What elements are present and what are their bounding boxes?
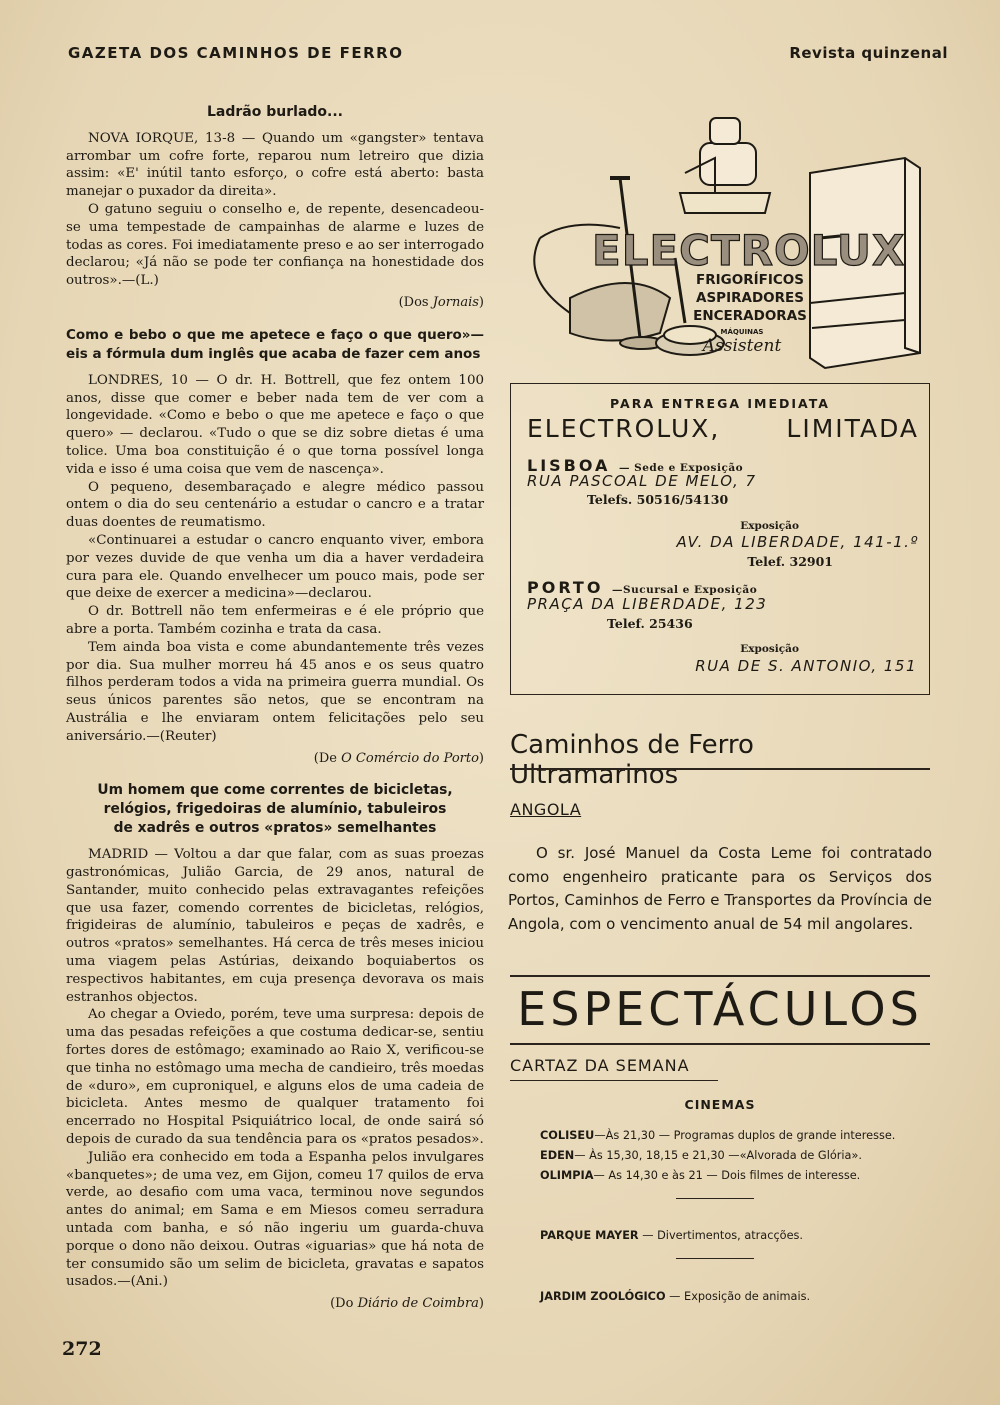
electrolux-logo: ELECTROLUX [592,226,906,275]
product-line: ASPIRADORES [696,290,804,306]
cinema-listing: EDEN— Às 15,30, 18,15 e 21,30 —«Alvorada de Glória». [540,1149,862,1162]
header-title: GAZETA DOS CAMINHOS DE FERRO [68,44,404,62]
article-3-paragraph: Ao chegar a Oviedo, porém, teve uma surpresa: depois de uma das pesadas refeições a que costuma dedicar-se, sentiu fortes dores de estômago; examinado ao Raio X, verificou-se que tinha no estômago uma mecha de candieiro, três moedas de «duro», em cuproniquel, e alguns elos de uma cadeia de bicicleta. Antes mesmo de qualquer tratamento foi encerrado no Hospital Psiquiátrico local, de onde sairá só depois de curado da sua tendência para os «pratos pesados». [66,1007,484,1148]
cinema-listing: COLISEU—Às 21,30 — Programas duplos de grande interesse. [540,1129,896,1142]
maquinas-label: MÁQUINAS [720,328,764,336]
ultramar-title: Caminhos de Ferro Ultramarinos [510,730,754,790]
article-1-paragraph: O gatuno seguiu o conselho e, de repente, desencadeou-se uma tempestade de campainhas de alarme e luzes de todas as cores. Foi imediatamente preso e ao ser interrogado declarou; «Já não se pode ter confiança na honestidade dos outros».—(L.) [66,201,484,289]
header-subtitle: Revista quinzenal [789,44,948,62]
section-rule [510,975,930,977]
article-3-paragraph: Julião era conhecido em toda a Espanha pelos invulgares «banquetes»; de uma vez, em Gijon, comeu 17 quilos de erva verde, ao desafio com uma vaca, terminou nove segundos antes do animal; em Sama e em Miesos comeu serradura untada com banha, e só não ingeriu um guarda-chuva porque o dono não deixou. Outras «iguarias» que há nota de ter consumido são um selim de bicicleta, gravatas e sapatos usados.—(Ani.) [66,1149,484,1290]
lisboa-address: RUA PASCOAL DE MELO, 7 [527,472,757,490]
jardim-zoologico-listing: JARDIM ZOOLÓGICO — Exposição de animais. [540,1290,811,1303]
article-2-source: (De O Comércio do Porto) [313,750,484,766]
food-mixer-icon [680,118,770,213]
left-column [66,100,484,1313]
product-line: ENCERADORAS [693,308,807,324]
page-number: 272 [62,1338,102,1360]
article-1-paragraph: NOVA IORQUE, 13-8 — Quando um «gangster» tentava arrombar um cofre forte, reparou num letreiro que dizia assim: «E' inútil tanto esforço, o cofre está aberto: basta manejar o puxador da direita». [66,130,484,200]
article-3-source: (Do Diário de Coimbra) [330,1296,484,1312]
assistent-label: Assistent [702,336,782,356]
divider [676,1198,754,1199]
product-line: FRIGORÍFICOS [696,272,804,288]
cartaz-heading: CARTAZ DA SEMANA [510,1056,690,1075]
article-2-paragraph: «Continuarei a estudar o cancro enquanto viver, embora por vezes duvide de que venha um dia a haver verdadeira cura para ele. Quando envelhecer um pouco mais, pode ser que deixe de exercer a medicina»—declarou. [66,532,484,602]
parque-mayer-listing: PARQUE MAYER — Divertimentos, atracções. [540,1229,803,1242]
cinema-listing: OLIMPIA— As 14,30 e às 21 — Dois filmes de interesse. [540,1169,861,1182]
antonio-address: RUA DE S. ANTONIO, 151 [695,657,917,675]
liberdade-telephone: Telef. 32901 [747,554,833,569]
angola-text: O sr. José Manuel da Costa Leme foi contratado como engenheiro praticante para os Serviços dos Portos, Caminhos de Ferro e Transportes da Província de Angola, com o vencimento anual de 54 mil angolares. [508,844,932,933]
electrolux-ad: PARA ENTREGA IMEDIATA ELECTROLUX, LIMITADA LISBOA — Sede e Exposição RUA PASCOAL DE MELO, 7 Telefs. 50516/54130 Exposição AV. DA LIBERDADE, 141-1.º Telef. 32901 PORTO —Sucursal e Exposição PRAÇA DA LIBERDADE, 123 Telef. 25436 Exposição RUA DE S. ANTONIO, 151 [510,383,930,695]
article-3-title: Um homem que come correntes de bicicletas, relógios, frigedoiras de alumínio, tabuleiros de xadrês e outros «pratos» semelhantes [97,782,453,837]
lisboa-label: LISBOA — Sede e Exposição [527,456,744,475]
article-2-paragraph: Tem ainda boa vista e come abundantemente três vezes por dia. Sua mulher morreu há 45 anos e os seus quatro filhos perderam todos a vida na primeira guerra mundial. Os seus únicos parentes são netos, que se encontram na Austrália e lhe enviaram ontem felicitações pelo seu aniversário.—(Reuter) [66,639,484,744]
divider [676,1258,754,1259]
article-2-paragraph: LONDRES, 10 — O dr. H. Bottrell, que fez ontem 100 anos, disse que comer e beber nada tem de ver com a longevidade. «Como e bebo o que me apetece e faço o que quero» — declarou. «Tudo o que se diz sobre dietas é uma tolice. Uma boa constituição é o que torna possível longa vida e isso é uma coisa que vem de nascença». [66,372,484,477]
espectaculos-title: ESPECTÁCULOS [517,982,923,1036]
cinemas-heading: CINEMAS [684,1097,756,1112]
section-rule [510,768,930,770]
liberdade-address: AV. DA LIBERDADE, 141-1.º [676,533,919,551]
exposicao-label: Exposição [740,520,799,532]
angola-heading: ANGOLA [510,800,582,819]
ad-pretitle: PARA ENTREGA IMEDIATA [610,396,830,411]
article-2-paragraph: O pequeno, desembaraçado e alegre médico passou ontem o dia do seu centenário a estudar o cancro e a tratar duas doentes de reumatismo. [66,479,484,531]
article-2-title: Como e bebo o que me apetece e faço o que quero»— eis a fórmula dum inglês que acaba de fazer cem anos [66,326,484,362]
article-2-paragraph: O dr. Bottrell não tem enfermeiras e é ele próprio que abre a porta. Também cozinha e trata da casa. [66,604,484,637]
section-rule [510,1043,930,1045]
article-1-source: (Dos Jornais) [398,294,484,310]
article-1-title: Ladrão burlado... [207,104,343,120]
cartaz-underline [510,1080,718,1081]
running-header [68,44,948,68]
porto-label: PORTO —Sucursal e Exposição [527,578,758,597]
article-3-paragraph: MADRID — Voltou a dar que falar, com as suas proezas gastronómicas, Julião Garcia, de 29 anos, natural de Santander, muito conhecido pelas extravagantes refeições que usa fazer, comendo correntes de bicicletas, relógios, frigideiras de alumínio, tabuleiros e peças de xadrês, e outros «pratos» semelhantes. Há cerca de três meses iniciou uma viagem pelas Astúrias, deixando boquiabertos os respectivos habitantes, em cuja presença devorava os mais estranhos objectos. [66,847,484,1005]
porto-address: PRAÇA DA LIBERDADE, 123 [527,595,768,613]
lisboa-telephone: Telefs. 50516/54130 [587,492,729,507]
exposicao-label: Exposição [740,643,799,655]
porto-telephone: Telef. 25436 [607,616,693,631]
electrolux-illustration [510,98,928,378]
